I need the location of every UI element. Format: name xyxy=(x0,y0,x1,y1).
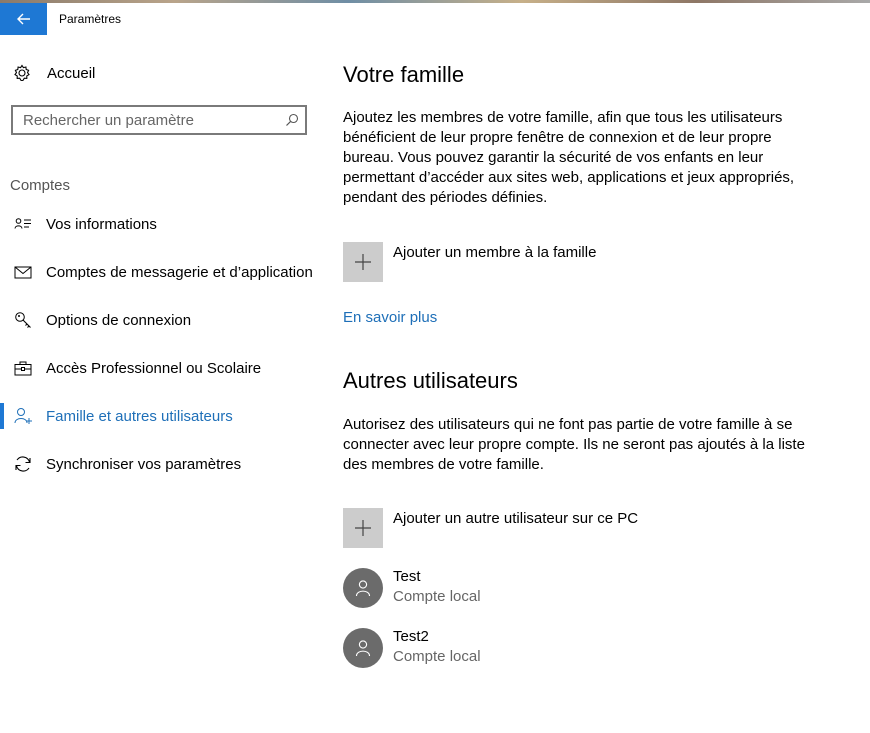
person-icon xyxy=(354,579,372,597)
sidebar-item-label: Comptes de messagerie et d’application xyxy=(46,263,313,281)
home-label: Accueil xyxy=(47,64,96,82)
search-box[interactable] xyxy=(11,105,307,135)
sidebar-item-label: Options de connexion xyxy=(46,311,192,329)
add-tile xyxy=(343,508,383,548)
sidebar-item-label: Famille et autres utilisateurs xyxy=(46,407,233,425)
home-link[interactable] xyxy=(12,62,95,84)
family-description: Ajoutez les membres de votre famille, afin que tous les utilisateurs bénéficient de leur propre fenêtre de connexion et de leur propre bureau. Vous pouvez garantir la sécurité de vos enfants en leur permettant d’accéder aux sites web, applications et jeux appropriés, pendant des périodes définies. xyxy=(343,109,795,206)
contact-info-icon xyxy=(14,215,32,233)
avatar xyxy=(343,628,383,668)
plus-icon xyxy=(354,519,372,537)
mail-icon xyxy=(14,263,32,281)
app-title: Paramètres xyxy=(59,12,122,26)
learn-more-link[interactable]: En savoir plus xyxy=(343,309,438,326)
gear-icon xyxy=(12,63,32,83)
user-name: Test xyxy=(393,568,421,585)
sidebar-item-label: Accès Professionnel ou Scolaire xyxy=(46,359,262,377)
sidebar-item-email-accounts[interactable] xyxy=(0,253,325,291)
active-indicator xyxy=(0,403,4,429)
back-arrow-icon xyxy=(17,13,31,25)
avatar xyxy=(343,568,383,608)
sidebar-item-work-access[interactable] xyxy=(0,349,325,387)
sync-icon xyxy=(14,455,32,473)
add-family-member-label: Ajouter un membre à la famille xyxy=(393,244,597,261)
other-users-description: Autorisez des utilisateurs qui ne font pas partie de votre famille à se connecter avec leur propre compte. Ils ne seront pas ajoutés à la liste des membres de votre famille. xyxy=(343,416,805,473)
sidebar-item-label: Synchroniser vos paramètres xyxy=(46,455,242,473)
sidebar-item-your-info[interactable] xyxy=(0,205,325,243)
sidebar-item-family[interactable] xyxy=(0,397,325,435)
user-name: Test2 xyxy=(393,628,429,645)
search-icon[interactable] xyxy=(285,113,299,127)
briefcase-icon xyxy=(14,359,32,377)
add-tile xyxy=(343,242,383,282)
person-icon xyxy=(354,639,372,657)
account-type: Compte local xyxy=(393,588,481,605)
section-label: Comptes xyxy=(10,177,71,194)
other-users-heading: Autres utilisateurs xyxy=(343,368,518,393)
add-family-member-button[interactable] xyxy=(343,242,596,282)
search-input[interactable] xyxy=(13,108,275,132)
sidebar xyxy=(0,35,325,733)
key-icon xyxy=(14,311,32,329)
add-other-user-label: Ajouter un autre utilisateur sur ce PC xyxy=(393,510,639,527)
sidebar-item-sign-in-options[interactable] xyxy=(0,301,325,339)
title-bar xyxy=(0,3,870,35)
account-type: Compte local xyxy=(393,648,481,665)
add-friend-icon xyxy=(14,407,32,425)
sidebar-item-label: Vos informations xyxy=(46,215,157,233)
back-button[interactable] xyxy=(0,3,47,35)
family-heading: Votre famille xyxy=(343,62,465,87)
plus-icon xyxy=(354,253,372,271)
add-other-user-button[interactable] xyxy=(343,508,638,548)
sidebar-item-sync[interactable] xyxy=(0,445,325,483)
